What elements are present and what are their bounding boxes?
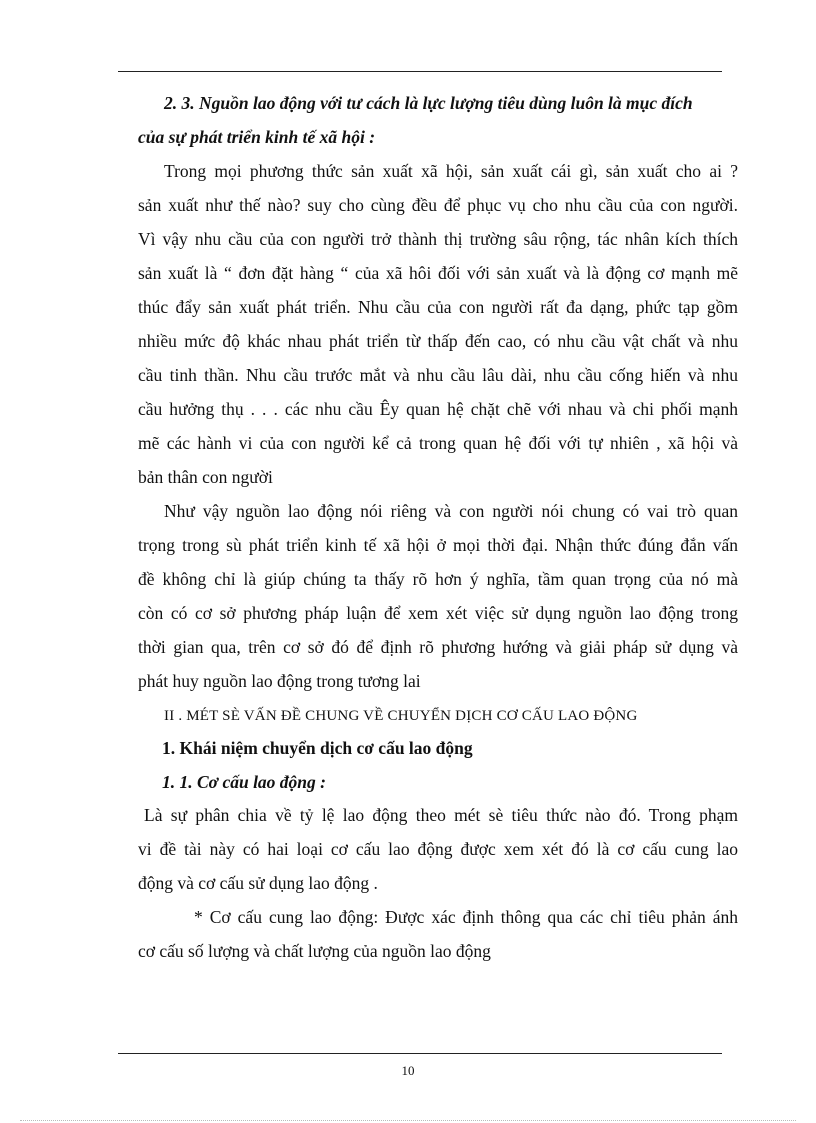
- page-edge-divider: [20, 1120, 796, 1121]
- subsection-heading-1-1: 1. 1. Cơ cấu lao động :: [162, 772, 326, 792]
- paragraph-line: nhiều mức độ khác nhau phát triển từ thấp đến cao, có nhu cầu vật chất và nhu: [138, 331, 738, 351]
- footer-rule: [118, 1053, 722, 1054]
- paragraph-line: * Cơ cấu cung lao động: Được xác định thông qua các chỉ tiêu phản ánh: [194, 907, 738, 927]
- paragraph-line: Là sự phân chia về tỷ lệ lao động theo mét sè tiêu thức nào đó. Trong phạm: [144, 805, 738, 825]
- paragraph-line: thúc đẩy sản xuất phát triển. Nhu cầu của con người rất đa dạng, phức tạp gồm: [138, 297, 738, 317]
- section-heading-ii: II . MÉT SÈ VẤN ĐỀ CHUNG VỀ CHUYỂN DỊCH CƠ CẤU LAO ĐỘNG: [164, 708, 638, 724]
- paragraph-line: Như vậy nguồn lao động nói riêng và con người nói chung có vai trò quan: [164, 501, 738, 521]
- paragraph-line: phát huy nguồn lao động trong tương lai: [138, 671, 421, 691]
- paragraph-line: Vì vậy nhu cầu của con người trở thành thị trường sâu rộng, tác nhân kích thích: [138, 229, 738, 249]
- paragraph-line: mẽ các hành vi của con người kể cả trong quan hệ đối với tự nhiên , xã hội và: [138, 433, 738, 453]
- paragraph-line: đề không chỉ là giúp chúng ta thấy rõ hơn ý nghĩa, tầm quan trọng của nó mà: [138, 569, 738, 589]
- paragraph-line: thời gian qua, trên cơ sở đó để định rõ phương hướng và giải pháp sử dụng và: [138, 637, 738, 657]
- paragraph-line: sản xuất là “ đơn đặt hàng “ của xã hôi đối với sản xuất và là động cơ mạnh mẽ: [138, 263, 738, 283]
- paragraph-line: cơ cấu số lượng và chất lượng của nguồn lao động: [138, 941, 491, 961]
- paragraph-line: còn có cơ sở phương pháp luận để xem xét việc sử dụng nguồn lao động trong: [138, 603, 738, 623]
- paragraph-line: cầu hưởng thụ . . . các nhu cầu Êy quan hệ chặt chẽ với nhau và chi phối mạnh: [138, 399, 738, 419]
- paragraph-line: trọng trong sù phát triển kinh tế xã hội ở mọi thời đại. Nhận thức đúng đắn vấn: [138, 535, 738, 555]
- subsection-heading-1: 1. Khái niệm chuyển dịch cơ cấu lao động: [162, 738, 473, 758]
- paragraph-line: sản xuất như thế nào? suy cho cùng đều để phục vụ cho nhu cầu của con người.: [138, 195, 738, 215]
- section-heading-2-3: 2. 3. Nguồn lao động với tư cách là lực lượng tiêu dùng luôn là mục đích: [164, 93, 693, 113]
- paragraph-line: cầu tinh thần. Nhu cầu trước mắt và nhu cầu lâu dài, nhu cầu cống hiến và nhu: [138, 365, 738, 385]
- paragraph-line: động và cơ cấu sử dụng lao động .: [138, 873, 378, 893]
- paragraph-line: Trong mọi phương thức sản xuất xã hội, sản xuất cái gì, sản xuất cho ai ?: [164, 161, 738, 181]
- header-rule: [118, 71, 722, 72]
- paragraph-line: vi đề tài này có hai loại cơ cấu lao động được xem xét đó là cơ cấu cung lao: [138, 839, 738, 859]
- section-heading-2-3-cont: của sự phát triển kinh tế xã hội :: [138, 127, 376, 147]
- page-number: 10: [401, 1063, 415, 1078]
- paragraph-line: bản thân con người: [138, 467, 273, 487]
